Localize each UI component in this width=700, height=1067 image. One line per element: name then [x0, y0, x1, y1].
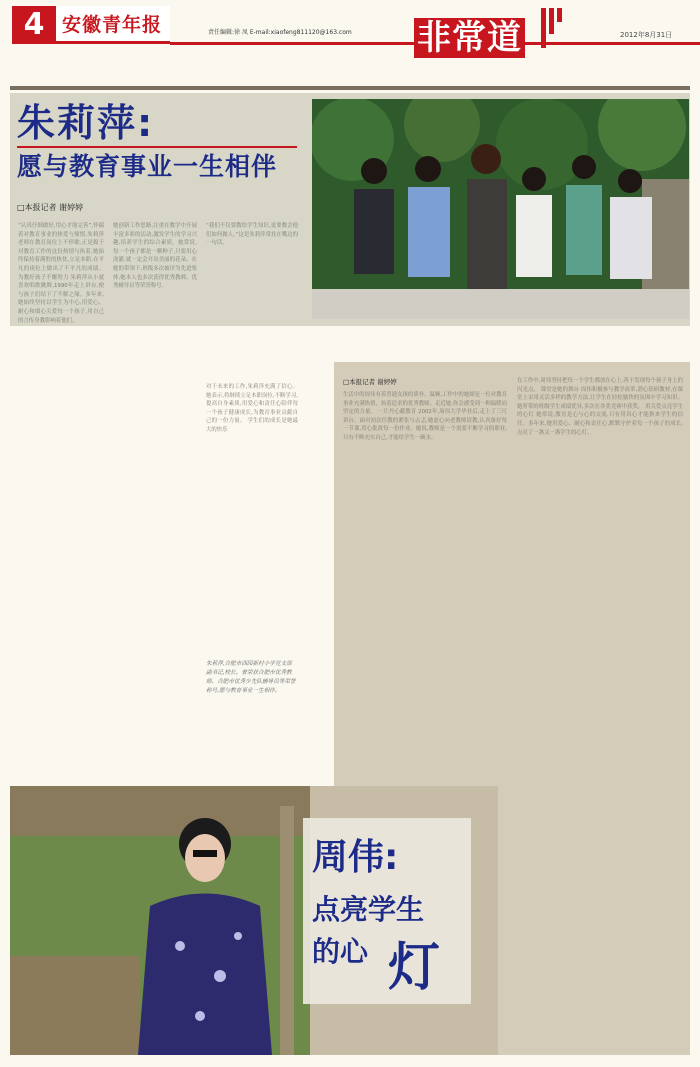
- story2-column-1: 生活中的周伟有着普通女孩的质朴、温婉,工作中的她却是一位对教育事业充满热情、执着追求的优秀教师。走近她,你会感受到一种温暖而坚定的力量。 一片丹心献教育 2002年,周伟大学毕业后,走上了三尺讲台。面对初次任教的紧张与忐忑,她虚心向老教师请教,认真备好每一节课,用心批改每一份作业。她说,教师是一个需要不断学习的职业,只有不断充实自己,才能给学生一碗水。: [343, 392, 507, 441]
- story2-subheadline-line2: 的心: [312, 935, 369, 968]
- story1-subheadline: 愿与教育事业一生相伴: [17, 152, 278, 181]
- headline-rule: [17, 146, 297, 148]
- story2-byline: □本报记者 谢婷婷: [343, 378, 397, 386]
- section-title-text: 非常道: [414, 18, 525, 58]
- page-number: 4: [12, 6, 56, 44]
- story1-headline: 朱莉萍:: [17, 101, 155, 145]
- story2-headline: 周伟:: [312, 837, 399, 878]
- editor-line: 责任编辑:徐 凤 E-mail:xiaofeng811120@163.com: [208, 29, 352, 36]
- page-top-rule: [10, 86, 690, 90]
- section-bars-decoration: [541, 8, 563, 48]
- story2-subheadline-big-char: 灯: [388, 938, 441, 998]
- story2-subheadline-line1: 点亮学生: [312, 893, 425, 926]
- story2-column-2: 在工作中,周伟坚持把每一个学生都放在心上,善于发现每个孩子身上的闪光点。 课堂是她的舞台 周伟积极参与教学改革,潜心钻研教材,在课堂上采用灵活多样的教学方法,让学生在轻松愉快的氛围中学习知识。她所带的班级学生成绩优异,多次在各类竞赛中获奖。 用关爱点亮学生的心灯 她常说,教育是心与心的交流,只有用真心才能换来学生的信任。多年来,她用爱心、耐心和责任心,默默守护着每一个孩子的成长,点亮了一盏又一盏学生的心灯。: [517, 378, 683, 436]
- newspaper-name: 安徽青年报: [56, 6, 170, 44]
- story1-column-1: “认真仔细做好,用心才能完善”,怀揣着对教育事业的热爱与憧憬,朱莉萍老师在教育岗位上不停歇,正是源于对教育工作的这份热情与执着,她始终保持着满腔的热忱,立足本职,在平凡的岗位上做出了不平凡的成绩。 为教好孩子不懈努力 朱莉萍从小就喜欢唱歌跳舞,1990年走上讲台,便与孩子们结下了不解之缘。多年来,她始终坚持以学生为中心,用爱心、耐心和细心关爱每一个孩子,用自己的言传身教影响着他们。: [18, 223, 104, 324]
- story1-column-3: “我们不仅要教给学生知识,更要教会他们如何做人。”这是朱莉萍常挂在嘴边的一句话。: [206, 223, 298, 247]
- story1-byline: □本报记者 谢婷婷: [17, 203, 84, 212]
- group-photo-teacher-students: [312, 99, 689, 319]
- story1-editor-note: 朱莉萍,合肥市西园新村小学党支部副书记,校长。曾荣获合肥市优秀教师、合肥市优秀少先队辅导员等荣誉称号,愿与教育事业一生相伴。: [206, 661, 296, 694]
- story1-column-3-continued: 对于未来的工作,朱莉萍充满了信心。她表示,将继续立足本职岗位,不断学习,提高自身素质,用爱心和责任心陪伴每一个孩子健康成长,为教育事业贡献自己的一份力量。 学生们的成长是她最大的快乐: [206, 384, 298, 433]
- issue-date: 2012年8月31日: [620, 31, 673, 39]
- story1-column-2: 她创新工作思路,注重在教学中开展丰富多彩的活动,激发学生的学习兴趣,培养学生的综合素质。她常说,每一个孩子都是一颗种子,只要用心浇灌,就一定会开出美丽的花朵。在她的带领下,班级多次被评为先进集体,她本人也多次获得优秀教师、优秀辅导员等荣誉称号。: [113, 223, 197, 290]
- section-title: [414, 18, 525, 58]
